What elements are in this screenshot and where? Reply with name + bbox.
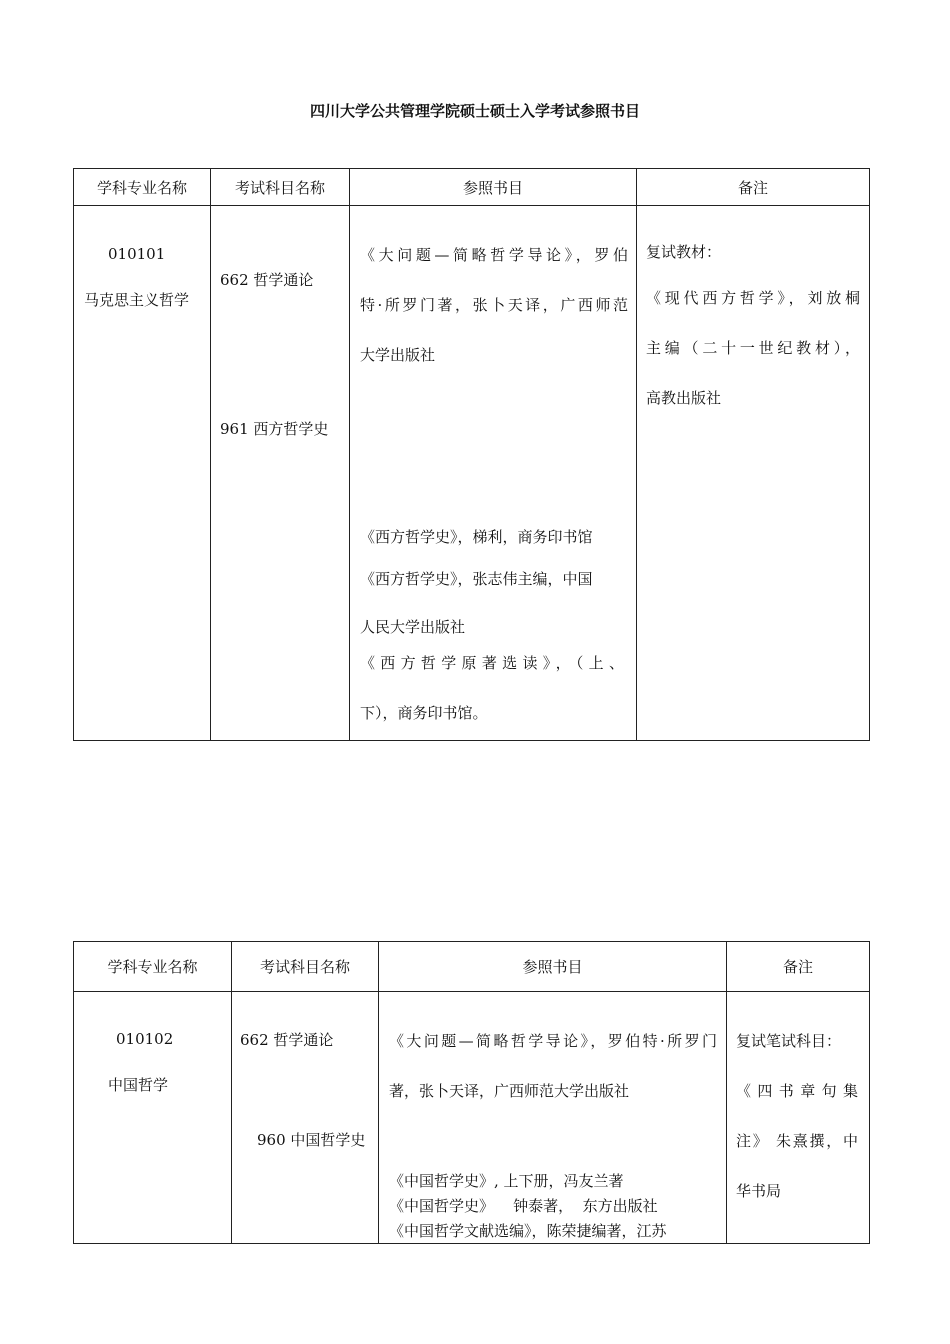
books-cell — [379, 992, 727, 1244]
table-row — [74, 206, 870, 741]
major-code: 010101 — [108, 245, 166, 263]
books-cell — [350, 206, 637, 741]
notes-text: 复试教材： 《现代西方哲学》，刘放桐 主编（二十一世纪教材）， 高教出版社 — [646, 243, 860, 407]
major-name: 中国哲学 — [108, 1076, 169, 1094]
notes-cell — [637, 206, 870, 741]
exam-cell — [232, 992, 379, 1244]
header-major: 学科专业名称 — [74, 942, 232, 992]
book-entry-2: 《中国哲学史》, 上下册，冯友兰著 《中国哲学史》 钟泰著， 东方出版社 《中国哲学文献选编》，陈荣捷编著，江苏 — [389, 1172, 667, 1240]
header-notes: 备注 — [637, 169, 870, 206]
header-major: 学科专业名称 — [74, 169, 211, 206]
header-books: 参照书目 — [350, 169, 637, 206]
header-exam: 考试科目名称 — [232, 942, 379, 992]
header-exam: 考试科目名称 — [211, 169, 350, 206]
exam-subject-2: 960 中国哲学史 — [257, 1131, 366, 1149]
book-entry-1: 《大问题—简略哲学导论》，罗伯特·所罗门 著，张卜天译，广西师范大学出版社 — [389, 1032, 717, 1100]
notes-text: 复试笔试科目： 《 四 书 章 句 集 注》 朱熹撰，中 华书局 — [736, 1032, 858, 1200]
header-notes: 备注 — [727, 942, 870, 992]
page-title: 四川大学公共管理学院硕士硕士入学考试参照书目 — [309, 102, 640, 120]
major-cell — [74, 206, 211, 741]
major-cell — [74, 992, 232, 1244]
header-books: 参照书目 — [379, 942, 727, 992]
exam-subject-2: 961 西方哲学史 — [220, 420, 329, 438]
table-row — [74, 992, 870, 1244]
book-entry-2: 《西方哲学史》，梯利，商务印书馆 《西方哲学史》，张志伟主编，中国 人民大学出版社 — [360, 528, 593, 636]
major-code: 010102 — [116, 1030, 174, 1048]
exam-cell — [211, 206, 350, 741]
exam-subject-1: 662 哲学通论 — [240, 1031, 334, 1049]
reference-table-1 — [73, 168, 870, 741]
table-header-row — [74, 169, 870, 206]
reference-table-2 — [73, 941, 870, 1244]
exam-subject-1: 662 哲学通论 — [220, 271, 314, 289]
book-entry-1: 《大问题—简略哲学导论》，罗伯 特·所罗门著，张卜天译，广西师范 大学出版社 — [360, 246, 628, 364]
book-entry-3: 《西方哲学原著选读》，（上、 下），商务印书馆。 — [360, 654, 624, 722]
notes-cell — [727, 992, 870, 1244]
table-header-row — [74, 942, 870, 992]
major-name: 马克思主义哲学 — [84, 291, 190, 309]
